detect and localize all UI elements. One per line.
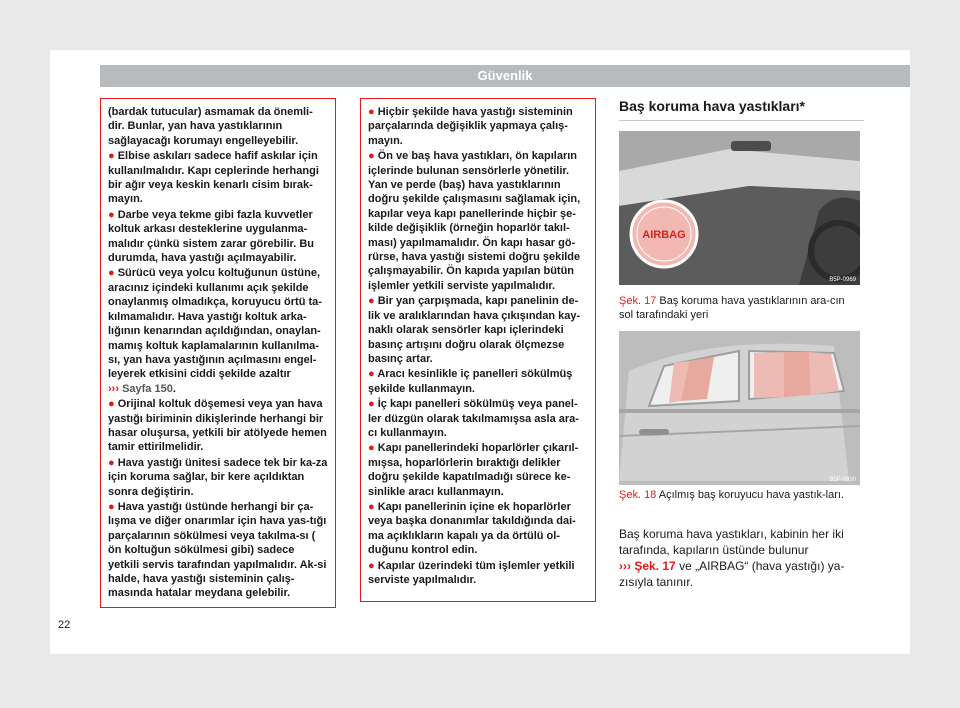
page-number: 22 [58, 619, 71, 631]
warning-paragraph: ● Elbise askıları sadece hafif askılar için kullanılmalıdır. Kapı ceplerinde herhangi bir ağır veya keskin kenarlı cisim bırak-mayın. [108, 150, 319, 206]
bullet-icon: ● [368, 295, 375, 308]
figure-label: Şek. 18 [619, 489, 657, 501]
airbag-badge: AIRBAG [642, 229, 686, 241]
bullet-icon: ● [368, 106, 375, 118]
warning-paragraph: (bardak tutucular) asmamak da önemli-dir. Bunlar, yan hava yastıklarının sağlayacağı korumayı engelleyebilir. [108, 106, 313, 147]
page-ref-arrow: ››› [108, 382, 119, 395]
figure-label: Şek. 17 [619, 295, 657, 307]
warning-paragraph: ● Hava yastığı ünitesi sadece tek bir ka-za için koruma sağlar, bir kere açıldıktan sonra değiştirin. [108, 456, 328, 498]
figure-17-caption: Şek. 17 Baş koruma hava yastıklarının ara-cın sol tarafındaki yeri [619, 295, 845, 321]
warning-paragraph: ● Darbe veya tekme gibi fazla kuvvetler koltuk arkası desteklerine uygulanma-malıdır çünkü sistem zarar görebilir. Bu durumda, hava yastığı açılmayabilir. [108, 208, 315, 265]
warning-paragraph: ● Orijinal koltuk döşemesi veya yan hava yastığı biriminin dikişlerinde herhangi bir hasar oluşursa, yetkili bir atölyede hemen tamir ettirilmelidir. [108, 398, 327, 454]
figure-17-image [619, 131, 860, 285]
section-title: Baş koruma hava yastıkları* [619, 98, 864, 121]
bullet-icon: ● [108, 150, 115, 163]
warning-paragraph: ● Bir yan çarpışmada, kapı panelinin de-lik ve aralıklarından hava çıkışından kay-naklı olarak sensörler kapı içlerindeki basınç artışını doğru olarak ölçmezse basınç artar. [368, 295, 581, 365]
figure-ref-link[interactable]: Şek. 17 [634, 559, 676, 573]
warning-paragraph: ● Hiçbir şekilde hava yastığı sisteminin parçalarında değişiklik yapmaya çalış-mayın. [368, 106, 573, 147]
bullet-icon: ● [368, 500, 375, 513]
bullet-icon: ● [108, 398, 115, 411]
figure-18-caption: Şek. 18 Açılmış baş koruyucu hava yastık-ları. [619, 489, 844, 501]
warning-box-middle [360, 98, 596, 602]
warning-paragraph: ● Sürücü veya yolcu koltuğunun üstüne, aracınız içindeki kullanımı açık şekilde onaylanmış olmadıkça, koruyucu örtü ta-kılmamalıdır. Hava yastığı koltuk arka-lığının kenarından açıldığından, onaylan-mamış koltuk kaplamalarının kullanılma-sı, yan hava yastığının açılmasını engel-leyerek etkisini ciddi şekilde azaltır ››› Sayfa 150. [108, 267, 322, 395]
bullet-icon: ● [368, 368, 375, 381]
chapter-title: Güvenlik [477, 68, 533, 83]
warning-paragraph: ● Hava yastığı üstünde herhangi bir ça-lışma ve diğer onarımlar için hava yas-tığı parçalarının sökülmesi veya takılma-sı ( ön koltuğun sökülmesi gibi) sadece yetkili servis tarafından yapılmalıdır. Ak-si halde, hava yastığı sisteminin çalış-masında hatalar meydana gelebilir. [108, 500, 327, 600]
bullet-icon: ● [368, 150, 375, 163]
bullet-icon: ● [108, 208, 115, 221]
warning-paragraph: ● Kapı panellerindeki hoparlörler çıkarıl-mışsa, hoparlörlerin bıraktığı delikler doğru şekilde kapatılmadığı sürece ke-sinlikle aracı kullanmayın. [368, 442, 579, 498]
warning-paragraph: ● Kapılar üzerindeki tüm işlemler yetkili serviste yapılmalıdır. [368, 559, 575, 586]
figure-code: B5P-0830 [829, 477, 856, 483]
bullet-icon: ● [108, 267, 115, 280]
warning-paragraph: ● İç kapı panelleri sökülmüş veya panel-ler düzgün olarak takılmamışsa asla ara-cı kullanmayın. [368, 398, 579, 439]
body-paragraph: Baş koruma hava yastıkları, kabinin her iki tarafında, kapıların üstünde bulunur ››› Şek. 17 ve „AIRBAG“ (hava yastığı) ya-zısıyla tanınır. [619, 527, 845, 589]
page-ref-link[interactable]: Sayfa 150 [122, 382, 173, 395]
bullet-icon: ● [368, 398, 375, 411]
warning-paragraph: ● Kapı panellerinin içine ek hoparlörler veya başka donanımlar takıldığında dai-ma açıklıkların kapalı ya da örtülü ol-duğunu kontrol edin. [368, 500, 576, 557]
deployed-curtain-airbag-illustration [619, 331, 860, 485]
bullet-icon: ● [368, 442, 375, 455]
bullet-icon: ● [108, 500, 115, 513]
figure-code: B5P-0969 [829, 277, 856, 283]
warning-paragraph: ● Ön ve baş hava yastıkları, ön kapıların içlerinde bulunan sensörlerle yönetilir. Yan ve perde (baş) hava yastıklarının doğru şekilde çalışmasını sağlamak için, kapılar veya kapı panellerinde hiçbir şe-kilde değişiklik (örneğin hoparlör takıl-ması) yapılmamalıdır. Ön kapı hasar gö-rürse, hava yastığı sistemi doğru şekilde çalışmayabilir. Ön kapıda yapılan bütün işlemler yetkili serviste yapılmalıdır. [368, 150, 581, 292]
bullet-icon: ● [368, 559, 375, 572]
figure-ref-arrow: ››› [619, 559, 631, 573]
figure-18-image [619, 331, 860, 485]
manual-page [50, 50, 910, 654]
chapter-header [100, 65, 910, 87]
warning-box-left [100, 98, 336, 608]
bullet-icon: ● [108, 456, 115, 469]
car-interior-airbag-illustration [619, 131, 860, 285]
warning-paragraph: ● Aracı kesinlikle iç panelleri sökülmüş şekilde kullanmayın. [368, 368, 573, 395]
